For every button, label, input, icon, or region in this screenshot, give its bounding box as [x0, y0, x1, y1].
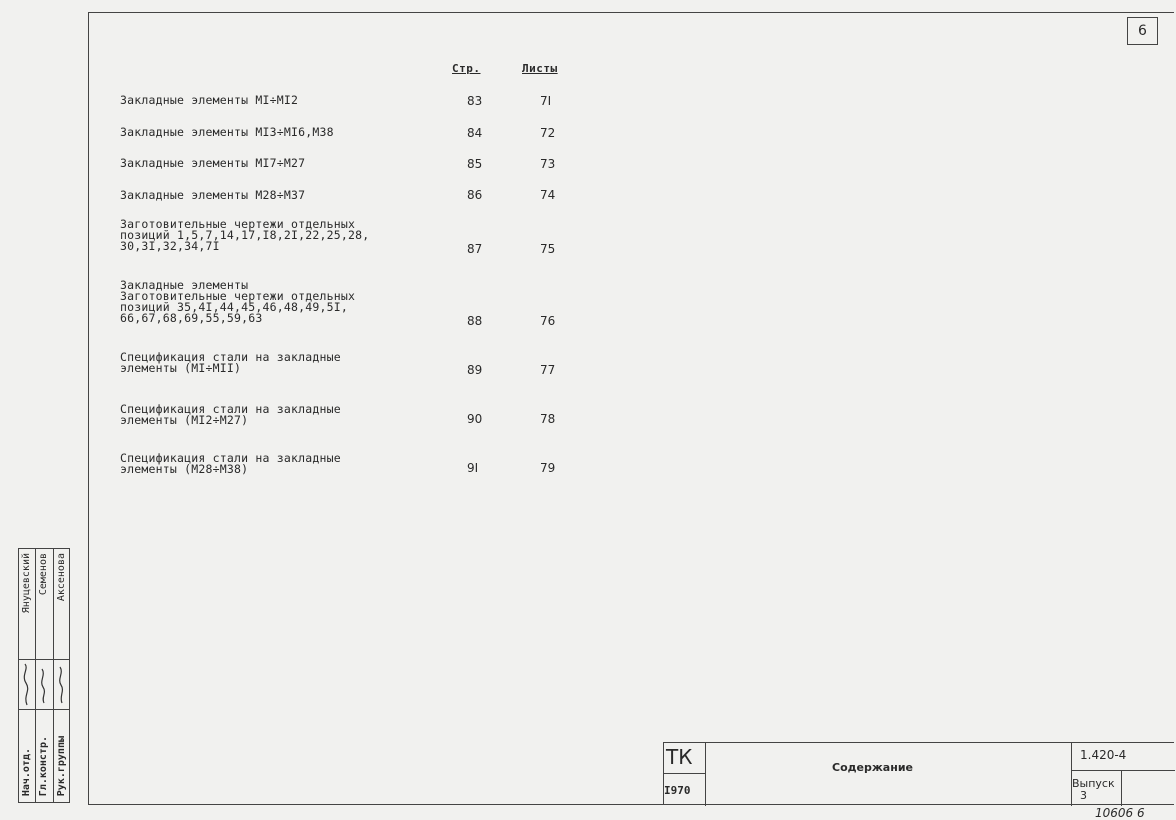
entry-page: 84	[467, 126, 483, 140]
archive-number: 10606 6	[1095, 806, 1145, 820]
list-item: Спецификация стали на закладные элементы (МI2÷М27)	[120, 402, 341, 427]
entry-sheet: 79	[540, 461, 556, 475]
entry-page: 87	[467, 242, 483, 256]
entry-sheet: 74	[540, 188, 556, 202]
entry-page: 90	[467, 412, 483, 426]
entry-sheet: 78	[540, 412, 556, 426]
entry-page: 89	[467, 363, 483, 377]
role-chief-designer: Гл.констр.	[38, 735, 49, 796]
entry-page: 85	[467, 157, 483, 171]
name-chief-designer: Семенов	[38, 553, 49, 596]
year: I970	[664, 784, 691, 797]
list-item: Заготовительные чертежи отдельных позиций 1,5,7,14,17,I8,2I,22,25,28, 30,3I,32,34,7I	[120, 217, 370, 253]
issue-label: Выпуск	[1072, 777, 1115, 790]
entry-page: 88	[467, 314, 483, 328]
list-item: Закладные элементы МI3÷МI6,М38	[120, 125, 334, 139]
document-code: 1.420-4	[1080, 748, 1127, 762]
list-item: Закладные элементы М28÷М37	[120, 188, 306, 202]
issue-number: 3	[1080, 789, 1087, 802]
page-number	[1127, 17, 1158, 45]
list-item: Спецификация стали на закладные элементы (МI÷МII)	[120, 350, 341, 375]
title-block	[663, 742, 1174, 805]
handwritten-signatures	[19, 661, 71, 709]
entry-page: 9I	[467, 461, 479, 475]
role-group-leader: Рук.группы	[56, 735, 67, 796]
list-item: Спецификация стали на закладные элементы (М28÷М38)	[120, 451, 341, 476]
entry-page: 83	[467, 94, 483, 108]
name-head-of-department: Януцевский	[21, 553, 32, 614]
list-item: Закладные элементы МI7÷М27	[120, 156, 306, 170]
sheet-title: Содержание	[832, 761, 913, 774]
entry-sheet: 77	[540, 363, 556, 377]
series-label: ТК	[666, 745, 693, 769]
list-item: Закладные элементы МI÷МI2	[120, 93, 299, 107]
column-header-sheets: Листы	[522, 62, 558, 75]
name-group-leader: Аксенова	[56, 553, 67, 602]
entry-sheet: 72	[540, 126, 556, 140]
signature-block	[18, 548, 70, 803]
list-item: Закладные элементы Заготовительные чертежи отдельных позиций 35,4I,44,45,46,48,49,5I, 66,67,68,69,55,59,63	[120, 278, 356, 325]
role-head-of-department: Нач.отд.	[21, 747, 32, 796]
entry-sheet: 7I	[540, 94, 552, 108]
entry-sheet: 73	[540, 157, 556, 171]
entry-page: 86	[467, 188, 483, 202]
column-header-page: Стр.	[452, 62, 481, 75]
page-number-text: 6	[1138, 23, 1147, 39]
entry-sheet: 75	[540, 242, 556, 256]
entry-sheet: 76	[540, 314, 556, 328]
